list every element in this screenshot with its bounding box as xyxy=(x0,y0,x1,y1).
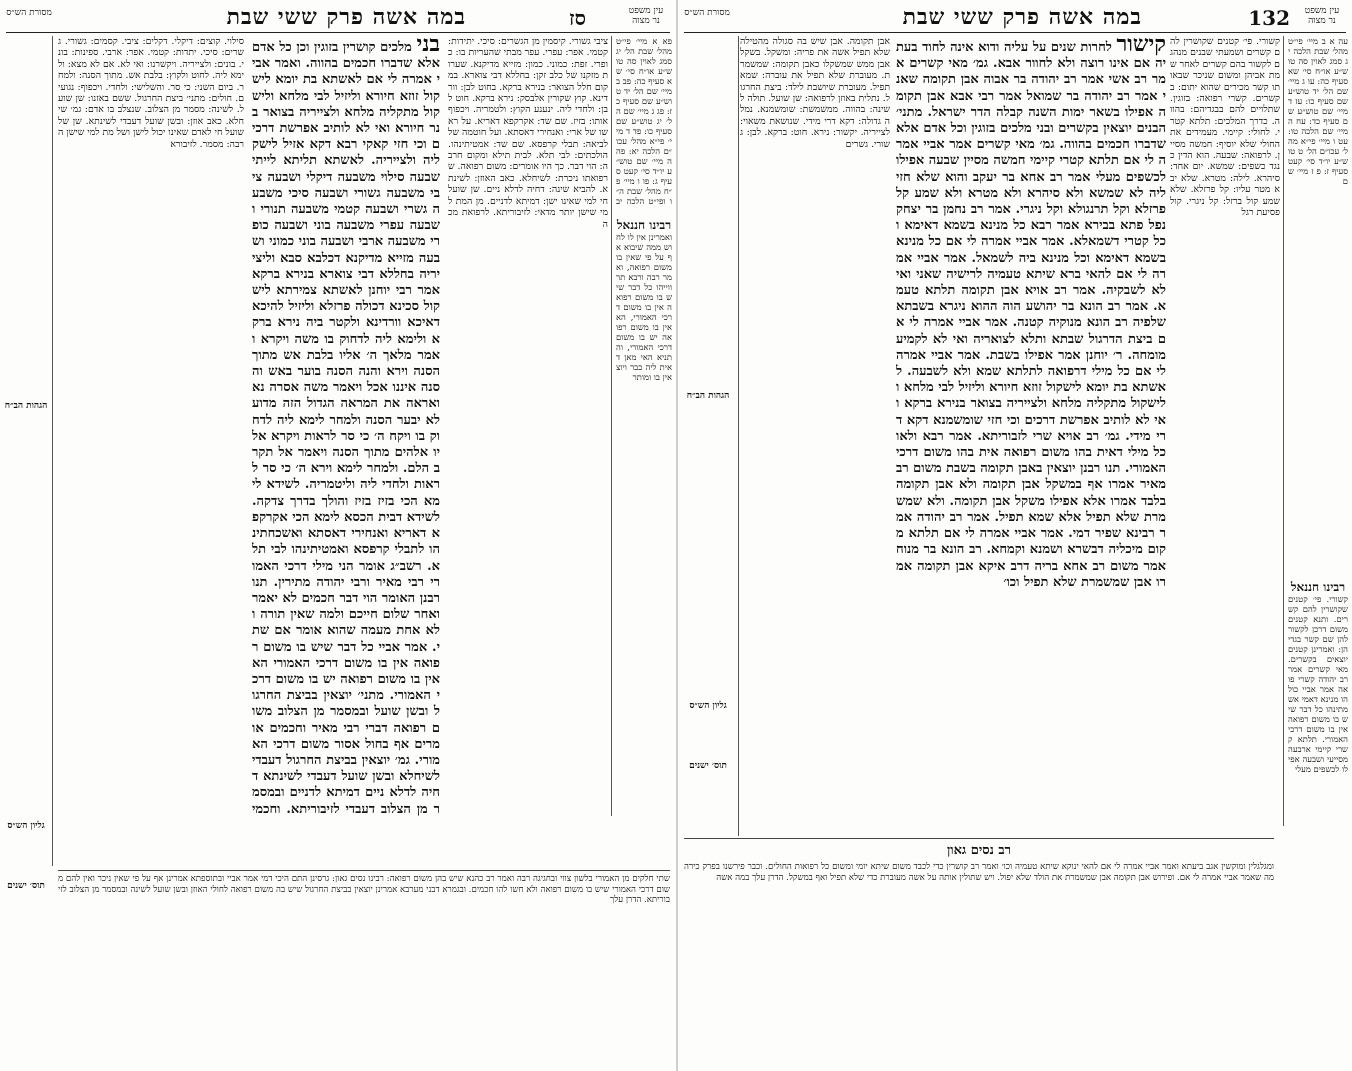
right-side-label-tosafot: תוס׳ ישנים xyxy=(689,761,727,771)
left-outer-divider xyxy=(611,36,612,816)
right-gemara-opening-word: קישור xyxy=(1116,36,1166,57)
right-rabbeinu-chananel: רבינו חננאל קשורי. פי׳ קטנים שקושרין להם קשרים. ותנא קטנים משום דרכן לקשור להן שם קשר בגדיהן: ואמרינן קטנים יוצאים בקשרים. מאי קשרים אמר רב יהודה קשרי פואה אמר אביי כולהו מנינא דאמי אשמתינהו כל דבר שיש בו משום רפואה אין בו משום דרכי האמורי. תלתא קשרי קיימי ארבעה מסייעי ושבעה אפילו לכשפים מעלי xyxy=(1288,580,1348,774)
left-gemara-main-text: בני מלכים קושרין בזוגין וכן כל אדם אלא שדברו חכמים בהווה. ואמר אביי אמרה לי אם לאשתא בת יומא לישקול זוזא חיורא וליזיל לבי מלחא ולישקול מתקליה מלחא ולצייריה בצואר בנר חיורא ואי לא לותיב אפרשת דרכים וכי חזי קאקי רבא דקא אזיל לישקליה ולצייריה. לאשתא תליתא לייתי שבעה סילוי משבעה דיקלי ושבעה ציבי משבעה גשורי ושבעה סיכי משבעה גשרי ושבעה קטמי משבעה תנורי ושבעה עפרי משבעה בוני ושבעה כופרי משבעה ארבי ושבעה בוני כמוני ושבעה מזייא מדיקנא דכלבא סבא וליצייריה בחללא דבי צוארא בנירא ברקא אמר רבי יוחנן לאשתא צמירתא לישקול סכינא דכולה פרזלא וליזיל להיכא דאיכא וורדינא ולקטר ביה נירא ברקא ולימא ליה לדחוק בו משה ויקרא ואמר מלאך ה׳ אליו בלבת אש מתוך הסנה וירא והנה הסנה בוער באש והסנה איננו אכל ויאמר משה אסרה נא ואראה את המראה הגדול הזה מדוע לא יבער הסנה ולמחר לימא ליה לדחוק בו ויקח ה׳ כי סר לראות ויקרא אליו אלהים מתוך הסנה ויאמר אל תקרב הלם. ולמחר לימא וירא ה׳ כי סר לראות ולחדי ליה וליטמריה. לשידא לימא הכי בזיז בזיז והולך בדרך צדקה. לשידא דבית הכסא לימא הכי אקרקפא דאריא ואנחירי דאסתא ואשכחתינהו לתבלי קרפסא ואמטיתינהו לבי תלא. רשב״ג אומר הני מילי דרכי האמורי רבי מאיר ורבי יהודה מתירין. תנו רבנן האומר הוי דבר חכמים לא יאמר ואחר שלום חייכם ולמה שאין תורה ולא אחת מעמה שהוא אומר אם שתי. אמר אביי כל דבר שיש בו משום רפואה אין בו משום דרכי האמורי הא אין בו משום רפואה יש בו משום דרכי האמורי. מתני׳ יוצאין בביצת החרגול ובשן שועל ובמסמר מן הצלוב משום רפואה דברי רבי מאיר וחכמים אומרים אף בחול אסור משום דרכי האמורי. גמ׳ יוצאין בביצת החרגול דעבדי לשיחלא ובשן שועל דעבדי לשינתא דחיה לדלא ניים דמיתא לדניים ובמסמר מן הצלוב דעבדי לזיבוריתא. וחכמי xyxy=(252,36,440,816)
right-inner-divider xyxy=(738,36,739,836)
right-masoret-heading: מסורת הש״ס xyxy=(684,8,730,18)
left-inner-divider xyxy=(52,36,53,866)
right-side-label-hagahot: הגהות הב״ח xyxy=(686,391,730,401)
left-ein-mishpat-heading: עין משפט נר מצוה xyxy=(628,6,664,26)
right-footer-notes: ומגלגלין ומוקשין אגב ביעתא ואמר אביי אמרה לי אם להאי ינוקא שיתא טעמיה וכו׳ ואמר רב קושרין כדי לכבד משום שיתא יומי ומשום כל רפואות החולים. וכבר פירשנו בפרק כירה מה שאמר אביי אמרה לי אם. ופירוש אבן תקומה אבן שמשמרת את הולד שלא יפול. ויש שתולין אותה על אשה מעוברת כדי שלא תפיל ואף במשקל. הדרן עלך במה אשה xyxy=(684,862,1274,883)
left-footer-notes: שתי חלקים מן האמורי בלשון צווי ובחגיגה רבה ואמר רב כהנא שיש בהן משום רפואה: רבינו נסים גאון: גרסינן התם היכי דמי אמר אביי ובתוספתא אמרינן אף על פי שאין ניכר ואין להם משום דרכי האמורי שיש בו משום רפואה ולא חשו להו חכמים. ובגמרא דבני מערבא אמרינן יוצאין בביצת החרגול שיש בה משום רפואה לחולי האוזן ובשן שועל לשינה ובמסמר מן הצלוב לזיבוריתא. הדרן עלך xyxy=(58,874,670,905)
left-page-title: במה אשה פרק ששי שבת xyxy=(226,4,466,30)
right-page-header xyxy=(678,4,1352,30)
left-rabbeinu-chananel-title: רבינו חננאל xyxy=(616,218,672,232)
left-gemara-opening-word: בני xyxy=(416,36,440,57)
right-page-title: במה אשה פרק ששי שבת xyxy=(902,4,1142,30)
left-folio-number: סז xyxy=(569,6,586,30)
right-page xyxy=(678,0,1352,1071)
right-gemara-main-text: קישור לחרות שנים על עליה ודוא אינה לחוד בעתיה אם אינו רוצה ולא לחוור אבא. גמ׳ מאי קשרים אמר רב אשי אמר רב יהודה בר אבוה אבן תקומה שאני אמר רב יהודה בר שמואל אמר רבי אבא אבן תקומה אפילו בשאר ימות השנה קבלה הדר ישראל. מתני׳ הבנים יוצאין בקשרים ובני מלכים בזוגין וכל אדם אלא שדברו חכמים בהווה. גמ׳ מאי קשרים אמר אביי אמרה לי אם תלתא קטרי קיימי חמשה מסיין שבעה אפילו לכשפים מעלי אמר רב אחא בר יעקב והוא שלא חזי ליה לא שמשא ולא סיהרא ולא מטרא ולא שמע קל פרזלא וקל תרנגולא וקל ניגרי. אמר רב נחמן בר יצחק נפל פתא בבירא אמר רבא כל מנינא בשמא דאימא וכל קטרי דשמאלא. אמר אביי אמרה לי אם כל מנינא בשמא דאימא וכל מנינא ביה לשמאל. אמר אביי אמרה לי אם להאי ברא שיתא טעמיה לרישיה שאני ואי לא לשבקיה. אמר רב אויא אבן תקומה תלתא טעמא. אמר רב הונא בר יהושע הוה ההוא ניגרא בשבתא שלפיה רב הונא מנוקיה קטנה. אמר אביי אמרה לי אם ביצת הדרגול שבתא ותלא לצואריה ואי לא לקמיע מומחה. ר׳ יוחנן אמר אפילו בשבת. אמר אביי אמרה לי אם כל מילי דרפואה לתלתא שמא ולא לשבעה. לאשתא בת יומא לישקול זוזא חיורא וליזיל לבי מלחא ולישקול מתקליה מלחא ולצייריה בצואר בנירא ברקא ואי לא לותיב אפרשת דרכים וכי חזי שומשמנא דקא דרי מידי. גמ׳ רב אויא שרי לזבוריתא. אמר רבא ולאו כל מילי דאית בהו משום רפואה אית בהו משום דרכי האמורי. תנו רבנן יוצאין באבן תקומה בשבת משום רב מאיר אמרו אף במשקל אבן תקומה ולא אבן תקומה בלבד אמרו אלא אפילו משקל אבן תקומה. ולא שמשמרת שלא תפיל אלא שמא תפיל. אמר רב יהודה אמר רבינא שפיר דמי. אמר אביי אמרה לי אם תלתא מקום מיכליה דבשרא ושמנא וקמחא. רב הונא בר מנוח אמר משום רב אחא בריה דרב איקא אבן תקומה אמרו אבן שמשמרת שלא תפיל וכו׳ xyxy=(896,36,1166,831)
left-rashi-inner: סילוי. קוצים: דיקלי. דקלים: ציבי. קסמים: גשורי. גשרים: סיכי. יתדות: קטמי. אפר: ארבי. ספינות: בוני. בונים: ולצייריה. ויקשרנו: ואי לא. אם לא מצא: ולימא ליה. לחוט ולקוץ: בלבת אש. מתוך הסנה: ולמחר. ביום השני: כי סר. והשלישי: ולחדי. ויכפוף: נגועים. חולים: מתני׳ ביצת החרגול. ששם באזנו: שן שועל. לשינה: מסמר מן הצלוב. שנצלב בו אדם: גמ׳ שיחלא. כאב אוזן: ובשן שועל דעבדי לשינתא. שן של שועל חי לאדם שאינו יכול לישן ושל מת למי שישן הרבה: מסמר. לזיבורא xyxy=(58,36,244,150)
left-ein-mishpat-column: פא א מיי׳ פי״ט מהל׳ שבת הל׳ יג סמג לאוין סה טוש״ע או״ח סי׳ שא סעיף כה: פב ב מיי׳ שם הל׳ יד טוש״ע שם סעיף כז: פג ג מיי׳ שם הל׳ יג טוש״ע שם סעיף כו: פד ד מיי׳ פי״א מהל׳ עכו״ם הלכה יא: פה ה מיי׳ שם טוש״ע יו״ד סי׳ קעט סעיף ג: פו ו מיי׳ פ״ח מהל׳ שבת ה״ו ופי״ט הלכה יב xyxy=(616,36,672,206)
right-rabbeinu-chananel-title: רבינו חננאל xyxy=(1290,580,1346,594)
left-rashi-outer: ציבי גשורי. קיסמין מן הגשרים: סיכי. יתידות: קטמי. אפר: עפרי. עפר מבתי שהעריות בו: כופרי. זפת: כמוני. כמון: מזייא מדיקנא. שערות מזקנו של כלב זקן: בחללא דבי צוארא. במקום חלל הצואר: בנירא ברקא. בחוט לבן: וורדינא. קוץ שקורין אלבסק: נירא ברקא. חוט לבן: ולחדי ליה. ינענע הקוץ: ולטמריה. ויכפוף אותו: בזיז. שם שד: אקרקפא דאריא. על ראשו של ארי: ואנחירי דאסתא. ועל חוטמה של לביאה: תבלי קרפסא. שם שד: אמטיתינהו. הולכתים: לבי תלא. לבית תילא ומקום חרבה: הוי דבר. כך היו אומרים: משום רפואה. שרפואתו ניכרת: לשיחלא. כאב האוזן: לשינתא. להביא שינה: דחיה לדלא ניים. שן שועל חי למי שאינו ישן: דמיתא לדניים. מן המת למי שישן יותר מדאי: לזיבוריתא. לרפואת מכה xyxy=(448,36,608,230)
right-ein-mishpat-heading: עין משפט נר מצוה xyxy=(1304,6,1340,26)
right-outer-divider xyxy=(1283,36,1284,826)
right-header-rule xyxy=(684,32,1346,33)
right-footer-title: רב נסים גאון xyxy=(946,843,1012,858)
left-page-header xyxy=(0,4,676,30)
right-ein-mishpat-column: עה א ב מיי׳ פי״ט מהל׳ שבת הלכה יג סמג לאוין סה טוש״ע או״ח סי׳ שא סעיף כה: עו ג מיי׳ שם הל׳ יד טוש״ע שם סעיף כו: עז ד מיי׳ שם טוש״ע שם סעיף כד: עח ה מיי׳ שם הלכה טו: עט ו מיי׳ פי״א מהל׳ עכו״ם הל׳ ט טוש״ע יו״ד סי׳ קעט סעיף ז: פ ז מיי׳ שם xyxy=(1288,36,1348,186)
left-side-label-tosafot: תוס׳ ישנים xyxy=(7,881,45,891)
right-rashi-inner: אבן תקומה. אבן שיש בה סגולה מהטילה שלא תפיל אשה את פריה: ומשקל. בשקל אבן ממש שמשקלו כאבן תקומה: שמשמרת. מעוברת שלא תפיל את עוברה: שמא תפיל. מעוברת שיושבת לילד: ביצת החרגול. נתלית באוזן לרפואה: שן שועל. תולה לשינה: בהווה. ממשמשת: שומשמנא. נמלה גדולה: דקא דרי מידי. שנושאת משאוי: לצייריה. יקשור: נירא. חוט: ברקא. לבן: גשורי. גשרים xyxy=(740,36,890,150)
left-side-label-gilyon: גליון הש״ס xyxy=(7,821,45,831)
left-rabbeinu-chananel: רבינו חננאל ואמרינן אין לו לחוש ממה שיבוא אף על פי שאין בו משום רפואה, ואמר רבה ורבא תרווייהו כל דבר שיש בו משום רפואה אין בו משום דרכי האמורי, הא אין בו משום רפואה יש בו משום דרכי האמורי, והתניא האי מאן דאית ליה כבר ויוצאין בו ומותר xyxy=(616,218,672,382)
left-masoret-heading: מסורת הש״ס xyxy=(6,8,52,18)
right-footer-rule xyxy=(684,838,1274,839)
left-side-label-hagahot: הגהות הב״ח xyxy=(4,401,48,411)
right-rashi-outer: קשורי. פי׳ קטנים שקושרין להם קשרים ושמעתי שבנים מנהגם לקשור בהם קשרים לאחר שמת אביהן ומשום שניכר שבאותו קשר מכירים שהוא יתום: בקשרים. קשרי רפואה: בזוגין. שתלויים להם בבגדיהם: בהווה. כדרך המלכים: תלתא קטרי. לחולי: קיימי. מעמידים את החולי שלא יוסיף: חמשה מסיין. לרפואה: שבעה. הוא הדין כנגד כשפים: שמשא. יום אחד: סיהרא. לילה: מטרא. שלא יבא מטר עליו: קל פרזלא. שלא שמע קול ברזל: קל ניגרי. קול פסיעת רגל xyxy=(1170,36,1280,219)
right-folio-number: 132 xyxy=(1248,6,1290,30)
left-header-rule xyxy=(6,32,670,33)
left-footer-rule xyxy=(58,870,670,871)
right-side-label-gilyon: גליון הש״ס xyxy=(689,701,727,711)
